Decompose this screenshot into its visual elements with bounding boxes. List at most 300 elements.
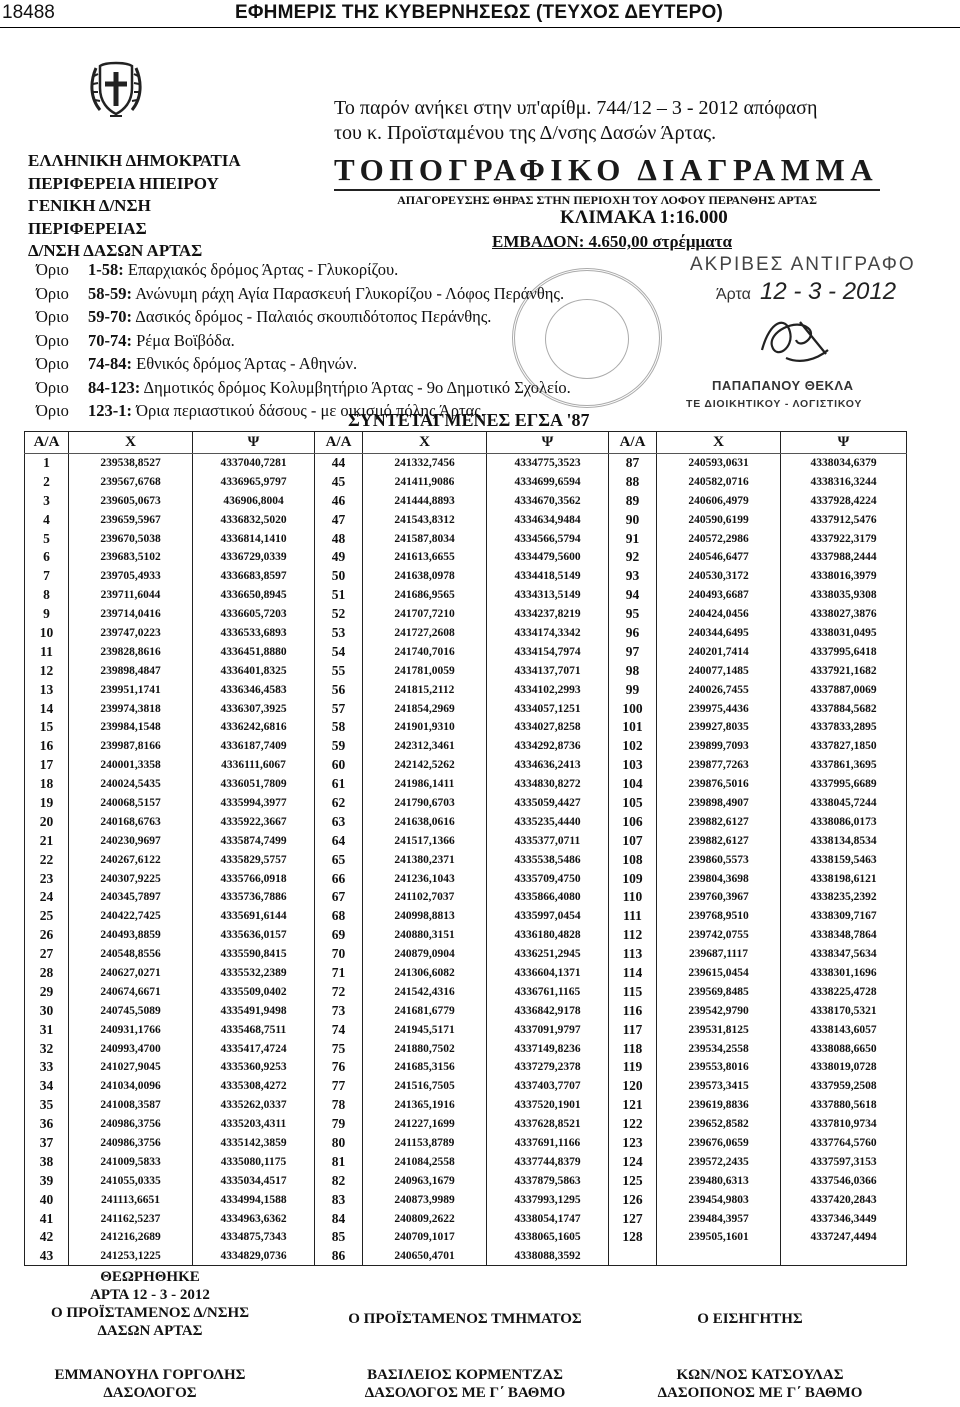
x-coordinate-cell: 239747,0223 bbox=[69, 624, 193, 643]
y-coordinate-cell: 4334418,5149 bbox=[487, 567, 609, 586]
point-id-cell: 94 bbox=[609, 586, 657, 605]
col-header-x: Χ bbox=[363, 432, 487, 454]
x-coordinate-cell: 241543,8312 bbox=[363, 510, 487, 529]
x-coordinate-cell: 239828,8616 bbox=[69, 642, 193, 661]
signer-title: ΔΑΣΟΠΟΝΟΣ ΜΕ Γ΄ ΒΑΘΜΟ bbox=[657, 1385, 863, 1401]
point-id-cell: 73 bbox=[315, 1001, 363, 1020]
point-id-cell: 16 bbox=[25, 737, 69, 756]
x-coordinate-cell: 241790,6703 bbox=[363, 794, 487, 813]
x-coordinate-cell: 239898,4847 bbox=[69, 661, 193, 680]
y-coordinate-cell: 4334636,2413 bbox=[487, 756, 609, 775]
issuing-authority bbox=[28, 150, 241, 263]
y-coordinate-cell: 4334154,7974 bbox=[487, 642, 609, 661]
point-id-cell: 22 bbox=[25, 850, 69, 869]
point-id-cell: 108 bbox=[609, 850, 657, 869]
y-coordinate-cell: 4337880,5618 bbox=[781, 1096, 907, 1115]
col-header-aa: Α/Α bbox=[315, 432, 363, 454]
point-id-cell: 127 bbox=[609, 1209, 657, 1228]
x-coordinate-cell: 239484,3957 bbox=[657, 1209, 781, 1228]
point-id-cell: 42 bbox=[25, 1228, 69, 1247]
x-coordinate-cell: 240809,2622 bbox=[363, 1209, 487, 1228]
x-coordinate-cell: 239975,4436 bbox=[657, 699, 781, 718]
y-coordinate-cell: 4334829,0736 bbox=[193, 1247, 315, 1266]
table-row bbox=[25, 680, 907, 699]
x-coordinate-cell: 241153,8789 bbox=[363, 1134, 487, 1153]
certifier-title: ΤΕ ΔΙΟΙΚΗΤΙΚΟΥ - ΛΟΓΙΣΤΙΚΟΥ bbox=[686, 398, 863, 410]
signer-name: ΚΩΝ/ΝΟΣ ΚΑΤΣΟΥΛΑΣ bbox=[676, 1367, 844, 1383]
point-id-cell: 27 bbox=[25, 945, 69, 964]
point-id-cell: 64 bbox=[315, 831, 363, 850]
authority-line: ΠΕΡΙΦΕΡΕΙΑ ΗΠΕΙΡΟΥ bbox=[28, 173, 219, 193]
table-row bbox=[25, 586, 907, 605]
boundary-label: Όριο bbox=[36, 330, 69, 350]
boundary-label: Όριο bbox=[36, 260, 69, 279]
y-coordinate-cell: 4334102,2993 bbox=[487, 680, 609, 699]
point-id-cell: 14 bbox=[25, 699, 69, 718]
x-coordinate-cell: 241815,2112 bbox=[363, 680, 487, 699]
col-header-y: Ψ bbox=[781, 432, 907, 454]
point-id-cell: 69 bbox=[315, 926, 363, 945]
table-row bbox=[25, 661, 907, 680]
y-coordinate-cell: 4335360,9253 bbox=[193, 1058, 315, 1077]
point-id-cell: 19 bbox=[25, 794, 69, 813]
point-id-cell: 58 bbox=[315, 718, 363, 737]
point-id-cell: 70 bbox=[315, 945, 363, 964]
point-id-cell: 26 bbox=[25, 926, 69, 945]
y-coordinate-cell: 4334634,9484 bbox=[487, 510, 609, 529]
certification-place: Άρτα bbox=[716, 286, 751, 303]
point-id-cell: 128 bbox=[609, 1228, 657, 1247]
col-header-aa: Α/Α bbox=[609, 432, 657, 454]
y-coordinate-cell: 4334963,6362 bbox=[193, 1209, 315, 1228]
col-header-y: Ψ bbox=[487, 432, 609, 454]
point-id-cell: 25 bbox=[25, 907, 69, 926]
coat-of-arms-icon bbox=[86, 58, 146, 120]
point-id-cell: 59 bbox=[315, 737, 363, 756]
table-row bbox=[25, 1020, 907, 1039]
approval-note-line: Το παρόν ανήκει στην υπ'αρίθμ. 744/12 – 3 - 2012 απόφαση bbox=[334, 97, 818, 119]
y-coordinate-cell: 4334057,1251 bbox=[487, 699, 609, 718]
y-coordinate-cell: 4336683,8597 bbox=[193, 567, 315, 586]
point-id-cell: 40 bbox=[25, 1190, 69, 1209]
point-id-cell: 96 bbox=[609, 624, 657, 643]
y-coordinate-cell: 4334174,3342 bbox=[487, 624, 609, 643]
boundary-range: 59-70: bbox=[88, 307, 132, 326]
approval-signature-block bbox=[30, 1268, 270, 1340]
y-coordinate-cell: 4337827,1850 bbox=[781, 737, 907, 756]
point-id-cell: 13 bbox=[25, 680, 69, 699]
y-coordinate-cell: 4337764,5760 bbox=[781, 1134, 907, 1153]
y-coordinate-cell: 4334237,8219 bbox=[487, 605, 609, 624]
point-id-cell: 2 bbox=[25, 472, 69, 491]
y-coordinate-cell: 4337879,5863 bbox=[487, 1171, 609, 1190]
table-row bbox=[25, 624, 907, 643]
y-coordinate-cell: 4334027,8258 bbox=[487, 718, 609, 737]
x-coordinate-cell: 241113,6651 bbox=[69, 1190, 193, 1209]
table-header-row bbox=[25, 432, 907, 454]
point-id-cell: 103 bbox=[609, 756, 657, 775]
point-id-cell: 9 bbox=[25, 605, 69, 624]
y-coordinate-cell: 4338235,2392 bbox=[781, 888, 907, 907]
x-coordinate-cell: 241638,0978 bbox=[363, 567, 487, 586]
table-row bbox=[25, 1171, 907, 1190]
y-coordinate-cell: 4338301,1696 bbox=[781, 964, 907, 983]
table-row bbox=[25, 945, 907, 964]
point-id-cell: 3 bbox=[25, 491, 69, 510]
point-id-cell: 51 bbox=[315, 586, 363, 605]
x-coordinate-cell: 241986,1411 bbox=[363, 775, 487, 794]
point-id-cell: 106 bbox=[609, 812, 657, 831]
point-id-cell: 8 bbox=[25, 586, 69, 605]
x-coordinate-cell: 241444,8893 bbox=[363, 491, 487, 510]
x-coordinate-cell: 240627,0271 bbox=[69, 964, 193, 983]
table-row bbox=[25, 491, 907, 510]
point-id-cell: 63 bbox=[315, 812, 363, 831]
x-coordinate-cell: 239877,7263 bbox=[657, 756, 781, 775]
y-coordinate-cell: 436906,8004 bbox=[193, 491, 315, 510]
table-row bbox=[25, 926, 907, 945]
point-id-cell: 48 bbox=[315, 529, 363, 548]
y-coordinate-cell bbox=[781, 1247, 907, 1266]
x-coordinate-cell: 241055,0335 bbox=[69, 1171, 193, 1190]
y-coordinate-cell: 4337995,6418 bbox=[781, 642, 907, 661]
x-coordinate-cell: 240986,3756 bbox=[69, 1134, 193, 1153]
x-coordinate-cell: 239987,8166 bbox=[69, 737, 193, 756]
x-coordinate-cell: 240068,5157 bbox=[69, 794, 193, 813]
y-coordinate-cell: 4337995,6689 bbox=[781, 775, 907, 794]
x-coordinate-cell: 239567,6768 bbox=[69, 472, 193, 491]
x-coordinate-cell: 239714,0416 bbox=[69, 605, 193, 624]
y-coordinate-cell: 4337149,8236 bbox=[487, 1039, 609, 1058]
page-number: 18488 bbox=[2, 2, 55, 23]
x-coordinate-cell: 240998,8813 bbox=[363, 907, 487, 926]
x-coordinate-cell: 239569,8485 bbox=[657, 982, 781, 1001]
point-id-cell: 45 bbox=[315, 472, 363, 491]
table-row bbox=[25, 831, 907, 850]
boundary-text: Ανώνυμη ράχη Αγία Παρασκευή Γλυκορίζου - Λόφος Περάνθης. bbox=[135, 283, 565, 303]
x-coordinate-cell: 240993,4700 bbox=[69, 1039, 193, 1058]
y-coordinate-cell: 4336346,4583 bbox=[193, 680, 315, 699]
y-coordinate-cell: 4335203,4311 bbox=[193, 1115, 315, 1134]
y-coordinate-cell: 4334775,3523 bbox=[487, 454, 609, 473]
authority-line: Δ/ΝΣΗ ΔΑΣΩΝ ΑΡΤΑΣ bbox=[28, 241, 203, 260]
point-id-cell: 122 bbox=[609, 1115, 657, 1134]
y-coordinate-cell: 4337091,9797 bbox=[487, 1020, 609, 1039]
point-id-cell: 109 bbox=[609, 869, 657, 888]
signature-line: Ο ΠΡΟΪΣΤΑΜΕΝΟΣ Δ/ΝΣΗΣ bbox=[50, 1305, 250, 1321]
y-coordinate-cell: 4335142,3859 bbox=[193, 1134, 315, 1153]
signer-name: ΕΜΜΑΝΟΥΗΛ ΓΟΡΓΟΛΗΣ bbox=[54, 1367, 246, 1383]
y-coordinate-cell: 4338316,3244 bbox=[781, 472, 907, 491]
y-coordinate-cell: 4338027,3876 bbox=[781, 605, 907, 624]
boundary-range: 74-84: bbox=[88, 354, 132, 373]
point-id-cell: 111 bbox=[609, 907, 657, 926]
table-row bbox=[25, 869, 907, 888]
x-coordinate-cell: 240001,3358 bbox=[69, 756, 193, 775]
point-id-cell: 20 bbox=[25, 812, 69, 831]
point-id-cell: 124 bbox=[609, 1152, 657, 1171]
y-coordinate-cell: 4336832,5020 bbox=[193, 510, 315, 529]
table-row bbox=[25, 1247, 907, 1266]
signer-title: ΔΑΣΟΛΟΓΟΣ bbox=[103, 1385, 197, 1401]
x-coordinate-cell: 239882,6127 bbox=[657, 831, 781, 850]
signature-line: ΔΑΣΩΝ ΑΡΤΑΣ bbox=[97, 1323, 203, 1339]
point-id-cell: 15 bbox=[25, 718, 69, 737]
point-id-cell: 77 bbox=[315, 1077, 363, 1096]
x-coordinate-cell: 240709,1017 bbox=[363, 1228, 487, 1247]
authority-line: ΓΕΝΙΚΗ Δ/ΝΣΗ bbox=[28, 196, 151, 215]
y-coordinate-cell: 4337887,0069 bbox=[781, 680, 907, 699]
col-header-x: Χ bbox=[657, 432, 781, 454]
x-coordinate-cell: 239619,8836 bbox=[657, 1096, 781, 1115]
x-coordinate-cell: 239573,3415 bbox=[657, 1077, 781, 1096]
y-coordinate-cell: 4338225,4728 bbox=[781, 982, 907, 1001]
x-coordinate-cell: 240201,7414 bbox=[657, 642, 781, 661]
table-row bbox=[25, 1077, 907, 1096]
boundary-label: Όριο bbox=[36, 283, 69, 303]
y-coordinate-cell: 4336814,1410 bbox=[193, 529, 315, 548]
x-coordinate-cell: 242312,3461 bbox=[363, 737, 487, 756]
point-id-cell: 80 bbox=[315, 1134, 363, 1153]
boundary-range: 1-58: bbox=[88, 260, 124, 279]
boundary-item bbox=[36, 305, 571, 329]
x-coordinate-cell: 241411,9086 bbox=[363, 472, 487, 491]
table-row bbox=[25, 1134, 907, 1153]
table-row bbox=[25, 510, 907, 529]
x-coordinate-cell: 239538,8527 bbox=[69, 454, 193, 473]
y-coordinate-cell: 4337744,8379 bbox=[487, 1152, 609, 1171]
table-row bbox=[25, 794, 907, 813]
y-coordinate-cell: 4335262,0337 bbox=[193, 1096, 315, 1115]
point-id-cell: 67 bbox=[315, 888, 363, 907]
approval-note-line: του κ. Προϊσταμένου της Δ/νσης Δασών Άρτας. bbox=[334, 122, 717, 144]
x-coordinate-cell: 241236,1043 bbox=[363, 869, 487, 888]
point-id-cell: 93 bbox=[609, 567, 657, 586]
point-id-cell: 49 bbox=[315, 548, 363, 567]
rapporteur-title: Ο ΕΙΣΗΓΗΤΗΣ bbox=[697, 1311, 803, 1327]
y-coordinate-cell: 4335532,2389 bbox=[193, 964, 315, 983]
x-coordinate-cell: 240546,6477 bbox=[657, 548, 781, 567]
y-coordinate-cell: 4337928,4224 bbox=[781, 491, 907, 510]
y-coordinate-cell: 4338088,3592 bbox=[487, 1247, 609, 1266]
table-row bbox=[25, 1058, 907, 1077]
point-id-cell: 98 bbox=[609, 661, 657, 680]
y-coordinate-cell: 4336729,0339 bbox=[193, 548, 315, 567]
y-coordinate-cell: 4335235,4440 bbox=[487, 812, 609, 831]
point-id-cell: 30 bbox=[25, 1001, 69, 1020]
y-coordinate-cell: 4335691,6144 bbox=[193, 907, 315, 926]
x-coordinate-cell: 239876,5016 bbox=[657, 775, 781, 794]
point-id-cell: 110 bbox=[609, 888, 657, 907]
point-id-cell: 84 bbox=[315, 1209, 363, 1228]
point-id-cell: 21 bbox=[25, 831, 69, 850]
point-id-cell: 121 bbox=[609, 1096, 657, 1115]
point-id-cell: 126 bbox=[609, 1190, 657, 1209]
boundary-label: Όριο bbox=[36, 401, 69, 420]
table-row bbox=[25, 964, 907, 983]
table-row bbox=[25, 472, 907, 491]
y-coordinate-cell: 4337420,2843 bbox=[781, 1190, 907, 1209]
x-coordinate-cell: 241727,2608 bbox=[363, 624, 487, 643]
y-coordinate-cell: 4337833,2895 bbox=[781, 718, 907, 737]
point-id-cell: 85 bbox=[315, 1228, 363, 1247]
x-coordinate-cell: 240986,3756 bbox=[69, 1115, 193, 1134]
point-id-cell: 53 bbox=[315, 624, 363, 643]
x-coordinate-cell: 241009,5833 bbox=[69, 1152, 193, 1171]
x-coordinate-cell: 240422,7425 bbox=[69, 907, 193, 926]
y-coordinate-cell: 4335468,7511 bbox=[193, 1020, 315, 1039]
x-coordinate-cell: 239605,0673 bbox=[69, 491, 193, 510]
y-coordinate-cell: 4337810,9734 bbox=[781, 1115, 907, 1134]
table-row bbox=[25, 1209, 907, 1228]
point-id-cell: 104 bbox=[609, 775, 657, 794]
x-coordinate-cell: 241365,1916 bbox=[363, 1096, 487, 1115]
point-id-cell: 11 bbox=[25, 642, 69, 661]
point-id-cell: 86 bbox=[315, 1247, 363, 1266]
y-coordinate-cell: 4335034,4517 bbox=[193, 1171, 315, 1190]
y-coordinate-cell: 4338143,6057 bbox=[781, 1020, 907, 1039]
point-id-cell: 75 bbox=[315, 1039, 363, 1058]
x-coordinate-cell: 239572,2435 bbox=[657, 1152, 781, 1171]
y-coordinate-cell: 4335308,4272 bbox=[193, 1077, 315, 1096]
y-coordinate-cell: 4336180,4828 bbox=[487, 926, 609, 945]
y-coordinate-cell: 4336111,6067 bbox=[193, 756, 315, 775]
y-coordinate-cell: 4335709,4750 bbox=[487, 869, 609, 888]
table-row bbox=[25, 775, 907, 794]
x-coordinate-cell: 241027,9045 bbox=[69, 1058, 193, 1077]
y-coordinate-cell: 4338348,7864 bbox=[781, 926, 907, 945]
table-row bbox=[25, 1115, 907, 1134]
point-id-cell: 117 bbox=[609, 1020, 657, 1039]
table-row bbox=[25, 982, 907, 1001]
point-id-cell: 6 bbox=[25, 548, 69, 567]
point-id-cell: 31 bbox=[25, 1020, 69, 1039]
y-coordinate-cell: 4336051,7809 bbox=[193, 775, 315, 794]
point-id-cell: 102 bbox=[609, 737, 657, 756]
y-coordinate-cell: 4335080,1175 bbox=[193, 1152, 315, 1171]
x-coordinate-cell: 239683,5102 bbox=[69, 548, 193, 567]
x-coordinate-cell: 240931,1766 bbox=[69, 1020, 193, 1039]
document-title: ΤΟΠΟΓΡΑΦΙΚΟ ΔΙΑΓΡΑΜΜΑ bbox=[334, 152, 879, 187]
x-coordinate-cell: 241542,4316 bbox=[363, 982, 487, 1001]
y-coordinate-cell: 4334875,7343 bbox=[193, 1228, 315, 1247]
x-coordinate-cell: 239927,8035 bbox=[657, 718, 781, 737]
x-coordinate-cell: 240548,8556 bbox=[69, 945, 193, 964]
x-coordinate-cell: 241587,8034 bbox=[363, 529, 487, 548]
y-coordinate-cell: 4337912,5476 bbox=[781, 510, 907, 529]
point-id-cell: 1 bbox=[25, 454, 69, 473]
x-coordinate-cell: 239742,0755 bbox=[657, 926, 781, 945]
certification-date: 12 - 3 - 2012 bbox=[760, 278, 897, 305]
x-coordinate-cell: 239687,1117 bbox=[657, 945, 781, 964]
point-id-cell: 83 bbox=[315, 1190, 363, 1209]
y-coordinate-cell: 4336761,1165 bbox=[487, 982, 609, 1001]
handwritten-signature-icon bbox=[756, 310, 834, 370]
x-coordinate-cell: 239553,8016 bbox=[657, 1058, 781, 1077]
x-coordinate-cell: 240307,9225 bbox=[69, 869, 193, 888]
signature-line: ΑΡΤΑ 12 - 3 - 2012 bbox=[90, 1287, 210, 1303]
y-coordinate-cell: 4337988,2444 bbox=[781, 548, 907, 567]
y-coordinate-cell: 4335636,0157 bbox=[193, 926, 315, 945]
x-coordinate-cell: 240572,2986 bbox=[657, 529, 781, 548]
point-id-cell: 17 bbox=[25, 756, 69, 775]
x-coordinate-cell: 241516,7505 bbox=[363, 1077, 487, 1096]
point-id-cell: 37 bbox=[25, 1134, 69, 1153]
boundary-item bbox=[36, 376, 571, 400]
y-coordinate-cell: 4335829,5757 bbox=[193, 850, 315, 869]
y-coordinate-cell: 4337597,3153 bbox=[781, 1152, 907, 1171]
boundary-item bbox=[36, 352, 571, 376]
point-id-cell: 36 bbox=[25, 1115, 69, 1134]
point-id-cell: 28 bbox=[25, 964, 69, 983]
document-subtitle: ΑΠΑΓΟΡΕΥΣΗΣ ΘΗΡΑΣ ΣΤΗΝ ΠΕΡΙΟΧΗ ΤΟΥ ΛΟΦΟΥ ΠΕΡΑΝΘΗΣ ΑΡΤΑΣ bbox=[334, 189, 880, 208]
x-coordinate-cell: 242142,5262 bbox=[363, 756, 487, 775]
x-coordinate-cell: 241380,2371 bbox=[363, 850, 487, 869]
point-id-cell: 33 bbox=[25, 1058, 69, 1077]
point-id-cell: 23 bbox=[25, 869, 69, 888]
table-row bbox=[25, 567, 907, 586]
x-coordinate-cell: 240168,6763 bbox=[69, 812, 193, 831]
y-coordinate-cell: 4337993,1295 bbox=[487, 1190, 609, 1209]
y-coordinate-cell: 4338016,3979 bbox=[781, 567, 907, 586]
point-id-cell: 57 bbox=[315, 699, 363, 718]
x-coordinate-cell: 239951,1741 bbox=[69, 680, 193, 699]
point-id-cell: 115 bbox=[609, 982, 657, 1001]
table-row bbox=[25, 605, 907, 624]
table-row bbox=[25, 907, 907, 926]
col-header-x: Χ bbox=[69, 432, 193, 454]
point-id-cell: 100 bbox=[609, 699, 657, 718]
y-coordinate-cell: 4338031,0495 bbox=[781, 624, 907, 643]
y-coordinate-cell: 4337546,0366 bbox=[781, 1171, 907, 1190]
authority-line: ΠΕΡΙΦΕΡΕΙΑΣ bbox=[28, 218, 147, 238]
x-coordinate-cell: 240077,1485 bbox=[657, 661, 781, 680]
point-id-cell: 38 bbox=[25, 1152, 69, 1171]
seal-inner-ring bbox=[545, 299, 629, 379]
x-coordinate-cell: 240745,5089 bbox=[69, 1001, 193, 1020]
point-id-cell: 62 bbox=[315, 794, 363, 813]
point-id-cell: 125 bbox=[609, 1171, 657, 1190]
point-id-cell: 29 bbox=[25, 982, 69, 1001]
x-coordinate-cell: 241638,0616 bbox=[363, 812, 487, 831]
y-coordinate-cell: 4335997,0454 bbox=[487, 907, 609, 926]
point-id-cell: 89 bbox=[609, 491, 657, 510]
x-coordinate-cell: 240530,3172 bbox=[657, 567, 781, 586]
y-coordinate-cell: 4335922,3667 bbox=[193, 812, 315, 831]
y-coordinate-cell: 4337403,7707 bbox=[487, 1077, 609, 1096]
boundary-range: 84-123: bbox=[88, 377, 141, 397]
point-id-cell: 7 bbox=[25, 567, 69, 586]
x-coordinate-cell: 239480,6313 bbox=[657, 1171, 781, 1190]
boundary-text: Εθνικός δρόμος Άρτας - Αθηνών. bbox=[136, 354, 358, 373]
table-caption: ΣΥΝΤΕΤΑΓΜΕΝΕΣ ΕΓΣΑ '87 bbox=[348, 410, 590, 430]
x-coordinate-cell: 239760,3967 bbox=[657, 888, 781, 907]
y-coordinate-cell: 4335059,4427 bbox=[487, 794, 609, 813]
y-coordinate-cell: 4338086,0173 bbox=[781, 812, 907, 831]
y-coordinate-cell: 4338054,1747 bbox=[487, 1209, 609, 1228]
x-coordinate-cell: 240674,6671 bbox=[69, 982, 193, 1001]
x-coordinate-cell: 240880,3151 bbox=[363, 926, 487, 945]
point-id-cell: 52 bbox=[315, 605, 363, 624]
point-id-cell: 32 bbox=[25, 1039, 69, 1058]
x-coordinate-cell: 241781,0059 bbox=[363, 661, 487, 680]
y-coordinate-cell: 4338065,1605 bbox=[487, 1228, 609, 1247]
x-coordinate-cell: 240493,6687 bbox=[657, 586, 781, 605]
y-coordinate-cell: 4336604,1371 bbox=[487, 964, 609, 983]
x-coordinate-cell: 239804,3698 bbox=[657, 869, 781, 888]
x-coordinate-cell: 239676,0659 bbox=[657, 1134, 781, 1153]
boundary-label: Όριο bbox=[36, 377, 69, 397]
